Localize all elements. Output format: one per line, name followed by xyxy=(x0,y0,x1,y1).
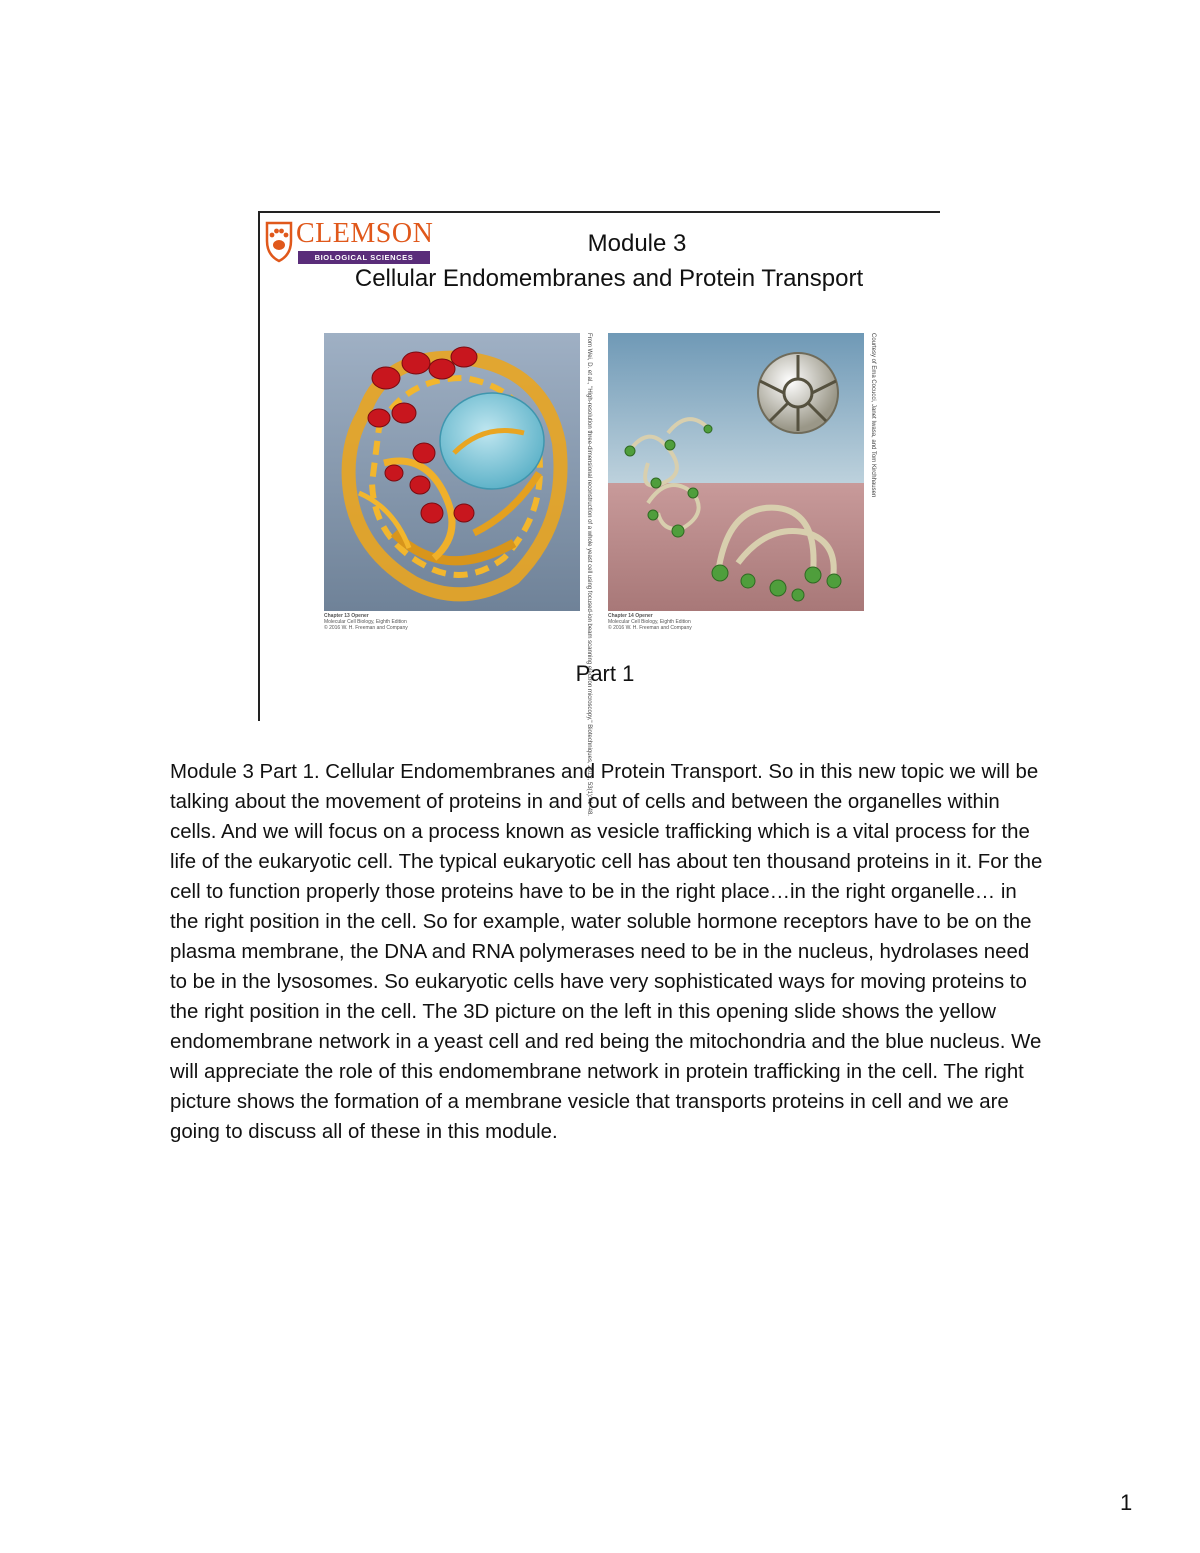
yeast-cell-image xyxy=(324,333,580,611)
slide-thumbnail xyxy=(258,211,940,816)
part-label: Part 1 xyxy=(575,661,635,686)
figure-caption: Chapter 13 Opener Molecular Cell Biology, Eighth Edition © 2016 W. H. Freeman and Company xyxy=(324,613,408,631)
figure-yeast-cell xyxy=(324,333,594,816)
vesicle-image xyxy=(608,333,864,611)
slide-frame-left xyxy=(258,211,260,721)
logo-subtitle-bar: BIOLOGICAL SCIENCES xyxy=(298,251,430,264)
figure-caption: Chapter 14 Opener Molecular Cell Biology, Eighth Edition © 2016 W. H. Freeman and Company xyxy=(608,613,692,631)
figure-vesicle-formation xyxy=(608,333,878,633)
slide-title-line1: Module 3 xyxy=(587,230,687,257)
tiger-paw-shield-icon xyxy=(264,219,294,263)
page-number: 1 xyxy=(1120,1490,1133,1515)
logo-wordmark: CLEMSON xyxy=(296,218,434,249)
slide-frame-top xyxy=(258,211,940,213)
figure-credit: From Wei, D. et al., "High-resolution three-dimensional reconstruction of a whole yeast cell using focused-ion beam scanning electron microscopy," Biotechniques, 2012, 53(1):41–48. xyxy=(586,333,592,816)
slide-title-line2: Cellular Endomembranes and Protein Transport xyxy=(354,265,864,292)
speaker-notes: Module 3 Part 1. Cellular Endomembranes and Protein Transport. So in this new topic we will be talking about the movement of proteins in and out of cells and between the organelles within cells. And we will focus on a process known as vesicle trafficking which is a vital process for the life of the eukaryotic cell. The typical eukaryotic cell has about ten thousand proteins in it. For the cell to function properly those proteins have to be in the right place…in the right organelle… in the right position in the cell. So for example, water soluble hormone receptors have to be on the plasma membrane, the DNA and RNA polymerases need to be in the nucleus, hydrolases need to be in the lysosomes. So eukaryotic cells have very sophisticated ways for moving proteins to the right position in the cell. The 3D picture on the left in this opening slide shows the yellow endomembrane network in a yeast cell and red being the mitochondria and the blue nucleus. We will appreciate the role of this endomembrane network in protein trafficking in the cell. The right picture shows the formation of a membrane vesicle that transports proteins in cell and we are going to discuss all of these in this module. xyxy=(170,761,1043,1143)
figure-credit: Courtesy of Ema Cocucci, Janet Iwasa, and Tom Kirchhausen xyxy=(870,333,876,498)
